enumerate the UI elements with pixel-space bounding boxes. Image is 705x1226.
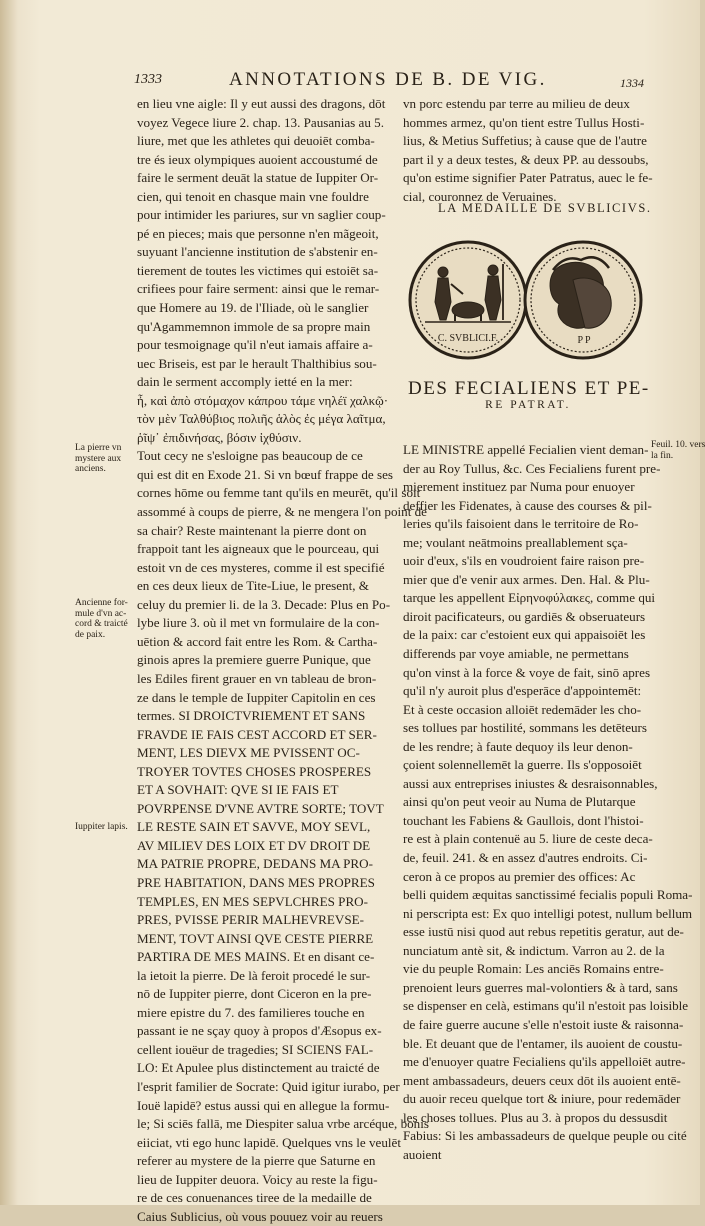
text-line: ses tollues par hostilité, sommans les detēteurs — [403, 720, 648, 736]
text-line: tierement de toutes les victimes qui estoiēt sa- — [137, 262, 379, 278]
text-line: ment ambassadeurs, deuers ceux dōt ils auoient entē- — [403, 1072, 681, 1088]
text-line: Iouë lapidē? estus aussi qui en allegue la formu- — [137, 1097, 390, 1113]
margin-note-line: Iuppiter lapis. — [75, 822, 128, 832]
text-line: lybe liure 3. où il met vn formulaire de la con- — [137, 615, 380, 631]
margin-note — [75, 822, 135, 833]
folio-right: 1334 — [620, 76, 644, 90]
text-line: esse iustū nisi quod aut rebus repetitis geratur, aut de- — [403, 924, 684, 940]
text-line: vie du peuple Romain: Les anciēs Romains entre- — [403, 961, 664, 977]
text-line: vn porc estendu par terre au milieu de deux — [403, 96, 630, 111]
text-line: PRE HABITATION, DANS MES PROPRES — [137, 874, 375, 890]
text-line: FRAVDE IE FAIS CEST ACCORD ET SER- — [137, 726, 377, 742]
text-line: belli quidem æquitas sanctissimé fecialis populi Roma- — [403, 887, 693, 903]
medal-reverse-legend: PP — [577, 335, 593, 346]
text-line: ble. Et deuant que de l'entamer, ils auoient de coustu- — [403, 1035, 683, 1051]
text-line: Caius Sublicius, où vous pouuez voir au reuers — [137, 1208, 383, 1224]
text-line: uec Briseis, est par le herault Thalthibius sou- — [137, 355, 377, 371]
text-line: qu'on estime signifier Pater Patratus, auec le fe- — [403, 170, 653, 186]
text-line: ginois apres la premiere guerre Punique, que — [137, 652, 371, 668]
text-line: cial, couronnez de Veruaines. — [403, 188, 557, 204]
text-line: deffier les Fidenates, à cause des courses & pil- — [403, 497, 652, 513]
text-line: le; Si sciēs fallā, me Diespiter salua vrbe arcéque, bonis — [137, 1116, 429, 1132]
medal-reverse — [525, 242, 641, 358]
text-line: LE RESTE SAIN ET SAVVE, MOY SEVL, — [137, 819, 371, 835]
text-line: uētion & accord fait entre les Rom. & Cartha- — [137, 633, 378, 649]
medal-illustration — [405, 240, 645, 365]
text-line: Et à ceste occasion alloiēt redemāder les cho- — [403, 701, 642, 717]
text-line: tre és ieux olympiques auoient accoustumé de — [137, 151, 378, 167]
text-line: touchant les Fabiens & Gaullois, dont l'histoi- — [403, 812, 644, 828]
text-line: sa chair? Reste maintenant la pierre dont on — [137, 522, 367, 538]
margin-note-line: Feuil. 10. vers — [651, 440, 705, 450]
text-line: ainsi qu'on peut veoir au Numa de Plutarque — [403, 794, 636, 810]
text-line: me d'enuoyer quatre Fecialiens qu'ils appelloiēt autre- — [403, 1054, 686, 1070]
text-line: LO: Et Apulee plus distinctement au traicté de — [137, 1060, 380, 1076]
margin-note-line: anciens. — [75, 464, 106, 474]
margin-note-line: cord & traicté — [75, 619, 128, 629]
text-line: referer au mystere de la pierre que Saturne en — [137, 1153, 376, 1169]
text-line: la ietoit la pierre. De là feroit procedé le sur- — [137, 967, 371, 983]
margin-note-line: Ancienne for- — [75, 598, 128, 608]
text-line: MENT, LES DIEVX ME PVISSENT OC- — [137, 745, 360, 761]
text-line: τὸν μὲν Ταλθύβιος πολιῆς ἁλὸς ἐς μέγα λαῖτμα, — [137, 411, 386, 427]
text-line: POVRPENSE D'VNE AVTRE SORTE; TOVT — [137, 800, 384, 816]
section-title-line-1: DES FECIALIENS ET PE- — [408, 378, 650, 399]
left-column — [137, 95, 429, 1226]
text-line: differends par voye amiable, ne permettans — [403, 646, 629, 662]
margin-note-line: mystere aux — [75, 453, 122, 464]
text-line: mierement instituez par Numa pour enuoyer — [403, 479, 635, 495]
text-line: mier que d'e venir aux armes. Den. Hal. & Plu- — [403, 571, 650, 587]
text-line: lieu de Iuppiter deuora. Voicy au reste la figu- — [137, 1171, 378, 1187]
text-line: ceron à ce propos au premier des offices: Ac — [403, 868, 636, 884]
text-line: pour intimider les pariures, sur vn saglier coup- — [137, 207, 386, 223]
folio-left: 1333 — [134, 72, 162, 87]
text-line: MENT, TOVT AINSI QVE CESTE PIERRE — [137, 930, 374, 946]
margin-note-line: de paix. — [75, 629, 106, 640]
text-line: ze dans le temple de Iuppiter Capitolin en ces — [137, 689, 376, 705]
medal-title: LA MEDAILLE DE SVBLICIVS. — [438, 201, 652, 215]
running-head: ANNOTATIONS DE B. DE VIG. — [229, 69, 547, 90]
text-line: me; voulant neātmoins preallablement sça- — [403, 534, 628, 550]
text-line: en ces deux lieux de Tite-Liue, le present, & — [137, 578, 369, 594]
text-line: suyuant l'ancienne institution de s'abstenir en- — [137, 244, 378, 260]
text-line: les choses tollues. Plus au 3. à propos du dessusdit — [403, 1109, 668, 1125]
text-line: en lieu vne aigle: Il y eut aussi des dragons, dōt — [137, 96, 386, 111]
text-line: se dispenser en celà, estimans qu'il n'estoit pas loisible — [403, 998, 689, 1014]
text-line: l'esprit familier de Socrate: Quid igitur iurabo, per — [137, 1078, 400, 1094]
section-title-line-2: RE PATRAT. — [485, 399, 571, 411]
text-line: diroit pacificateurs, ou gardiēs & obseruateurs — [403, 608, 646, 624]
text-line: prenoient leurs guerres mal-volontiers & à tard, sans — [403, 979, 678, 995]
text-line: eiiciat, vti ego hunc lapidē. Quelques vns le veulēt — [137, 1134, 401, 1150]
section-title — [408, 378, 648, 411]
text-line: de les rendre; à faute dequoy ils leur denon- — [403, 738, 633, 754]
text-line: termes. SI DROICTVRIEMENT ET SANS — [137, 708, 366, 724]
text-line: ET A SOVHAIT: QVE SI IE FAIS ET — [137, 782, 339, 798]
text-line: voyez Vegece liure 2. chap. 13. Pausanias au 5. — [137, 114, 385, 130]
text-line: du auoir receu quelque tort & iniure, pour redemāder — [403, 1091, 681, 1107]
text-line: auoient — [403, 1146, 442, 1162]
text-line: cellent iouëur de tragedies; SI SCIENS FAL- — [137, 1041, 374, 1057]
text-line: TEMPLES, EN MES SEPVLCHRES PRO- — [137, 893, 368, 909]
text-line: der au Roy Tullus, &c. Ces Fecialiens furent pre- — [403, 460, 661, 476]
text-line: ἦ, καὶ ἀπὸ στόμαχον κάπρου τάμε νηλέϊ χαλκῷ· — [137, 392, 389, 408]
text-line: Fabius: Si les ambassadeurs de quelque peuple ou cité — [403, 1128, 687, 1144]
text-line: PRES, PVISSE PERIR MALHEVREVSE- — [137, 912, 364, 928]
text-line: tarque les appellent Εἰρηνοφύλακες, comme qui — [403, 590, 656, 606]
medal-obverse-legend: C. SVBLICI.F. — [437, 333, 499, 344]
medal-obverse — [410, 242, 526, 358]
margin-note — [651, 440, 705, 461]
text-line: part il y a deux testes, & deux PP. au dessoubs, — [403, 151, 649, 167]
text-line: passant ie ne sçay quoy à propos d'Æsopus ex- — [137, 1023, 382, 1039]
text-line: LE MINISTRE appellé Fecialien vient deman- — [403, 442, 649, 457]
text-line: assommé à coups de pierre, & ne mengera l'on point de — [137, 504, 427, 520]
right-column-top — [403, 95, 653, 206]
text-line: qu'on vinst à la force & voye de fait, sinō apres — [403, 664, 651, 680]
margin-note — [75, 598, 135, 640]
text-line: pé en pieces; mais que personne n'en mãgeoit, — [137, 225, 379, 241]
text-line: pour tesmoignage qu'il n'eut iamais affaire a- — [137, 337, 373, 353]
text-line: çoient solennellemēt la guerre. Ils s'opposoiēt — [403, 757, 642, 773]
text-line: MA PATRIE PROPRE, DEDANS MA PRO- — [137, 856, 373, 872]
text-line: re est à plain contenuë au 5. liure de ceste deca- — [403, 831, 653, 847]
text-line: AV MILIEV DES LOIX ET DV DROIT DE — [137, 837, 371, 853]
text-line: qu'Agammemnon immole de sa propre main — [137, 318, 371, 334]
text-line: nō de Iuppiter pierre, dont Ciceron en la pre- — [137, 986, 372, 1002]
text-line: de, feuil. 241. & en assez d'autres endroits. Ci- — [403, 850, 648, 866]
text-line: liure, met que les athletes qui deuoiēt comba- — [137, 133, 375, 149]
text-line: leries qu'ils faisoient dans le territoire de Ro- — [403, 516, 639, 532]
text-line: frappoit tant les aigneaux que le pourceau, qui — [137, 541, 380, 557]
text-line: de la paix: car c'estoient eux qui appaisoiēt les — [403, 627, 646, 643]
text-line: celuy du premier li. de la 3. Decade: Plus en Po- — [137, 596, 391, 612]
margin-note-line: mule d'vn ac- — [75, 608, 127, 619]
text-line: TROYER TOVTES CHOSES PROSPERES — [137, 763, 372, 779]
text-line: qu'il n'y auroit plus d'esperāce d'appointemēt: — [403, 683, 642, 699]
text-line: de faire guerre aucune s'elle n'estoit iuste & raisonna- — [403, 1016, 684, 1032]
page-header — [0, 69, 700, 96]
text-line: PARTIRA DE MES MAINS. Et en disant ce- — [137, 949, 375, 965]
margin-note-line: La pierre vn — [75, 443, 122, 453]
text-line: ῥῖψ᾽ ἐπιδινήσας, βόσιν ἰχθύσιν. — [137, 429, 302, 445]
margin-note — [75, 443, 135, 475]
text-line: ni perscripta est: Ex quo intelligi potest, nullum bellum — [403, 905, 693, 921]
text-line: lius, & Metius Suffetius; à cause que de l'autre — [403, 133, 647, 149]
text-line: uoir d'eux, s'ils en voudroient faire raison pre- — [403, 553, 645, 569]
text-line: nunciatum antè sit, & indictum. Varron au 2. de la — [403, 942, 665, 958]
text-line: les Ediles firent grauer en vn tableau de bron- — [137, 670, 377, 686]
text-line: hommes armez, qu'on tient estre Tullus Hosti- — [403, 114, 645, 130]
margin-note-line: la fin. — [651, 450, 674, 461]
text-line: Tout cecy ne s'esloigne pas beaucoup de ce — [137, 448, 363, 464]
text-line: qui est dit en Exode 21. Si vn bœuf frappe de ses — [137, 466, 394, 482]
text-line: miere epistre du 7. des familieres touche en — [137, 1004, 365, 1020]
text-line: cien, qui tenoit en chasque main vne fouldre — [137, 188, 369, 204]
text-line: crifiees pour faire serment: ainsi que le remar- — [137, 281, 380, 297]
text-line: faire le serment deuāt la statue de Iuppiter Or- — [137, 170, 379, 186]
text-line: re de ces conuenances tiree de la medaille de — [137, 1190, 372, 1206]
text-line: cornes hōme ou femme tant qu'ils en meurēt, qu'il soit — [137, 485, 421, 501]
text-line: aussi aux entreprises iniustes & desraisonnables, — [403, 775, 658, 791]
text-line: estoit vn de ces mysteres, comme il est specifié — [137, 559, 385, 575]
text-line: que Homere au 19. de l'Iliade, où le sanglier — [137, 300, 369, 316]
text-line: dain le serment accomply ietté en la mer: — [137, 374, 353, 390]
